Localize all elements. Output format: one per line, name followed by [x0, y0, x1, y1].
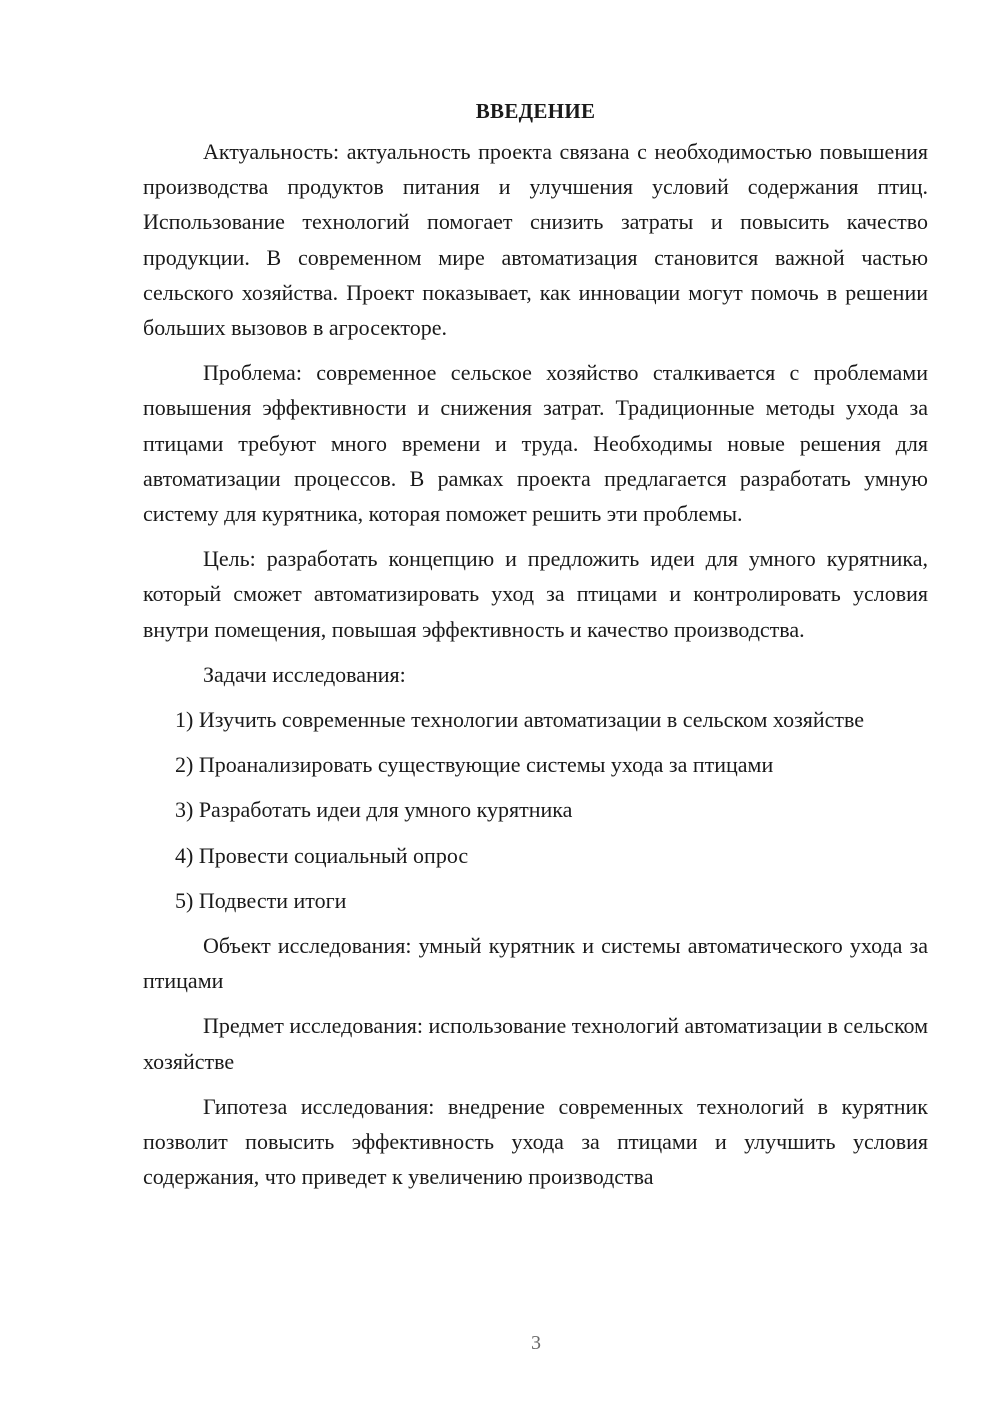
- task-item: 3) Разработать идеи для умного курятника: [175, 797, 573, 823]
- problem-paragraph: Проблема: современное сельское хозяйство сталкивается с проблемами повышения эффективности и снижения затрат. Традиционные методы ухода за птицами требуют много времени и труда. Необходимы новые решения для автоматизации процессов. В рамках проекта предлагается разработать умную систему для курятника, которая поможет решить эти проблемы.: [143, 360, 928, 527]
- task-item: 2) Проанализировать существующие системы ухода за птицами: [175, 752, 774, 778]
- task-item: 1) Изучить современные технологии автоматизации в сельском хозяйстве: [175, 707, 865, 733]
- tasks-heading: Задачи исследования:: [203, 661, 406, 687]
- hypothesis-paragraph: Гипотеза исследования: внедрение современных технологий в курятник позволит повысить эффективность ухода за птицами и улучшить условия содержания, что приведет к увеличению производства: [143, 1093, 928, 1190]
- section-title: ВВЕДЕНИЕ: [475, 99, 596, 123]
- research-subject-paragraph: Предмет исследования: использование технологий автоматизации в сельском хозяйстве: [143, 1013, 929, 1074]
- goal-paragraph: Цель: разработать концепцию и предложить идеи для умного курятника, который сможет автоматизировать уход за птицами и контролировать условия внутри помещения, повышая эффективность и качество производства.: [143, 546, 928, 642]
- relevance-paragraph: Актуальность: актуальность проекта связана с необходимостью повышения производства продуктов питания и улучшения условий содержания птиц. Использование технологий помогает снизить затраты и повысить качество продукции. В современном мире автоматизация становится важной частью сельского хозяйства. Проект показывает, как инновации могут помочь в решении больших вызовов в агросекторе.: [143, 139, 928, 341]
- page-number: 3: [531, 1332, 541, 1354]
- tasks-list: [143, 702, 928, 918]
- task-item: 5) Подвести итоги: [175, 887, 347, 913]
- research-object-paragraph: Объект исследования: умный курятник и системы автоматического ухода за птицами: [143, 933, 928, 994]
- page-content: [143, 94, 928, 1194]
- task-item: 4) Провести социальный опрос: [175, 842, 469, 868]
